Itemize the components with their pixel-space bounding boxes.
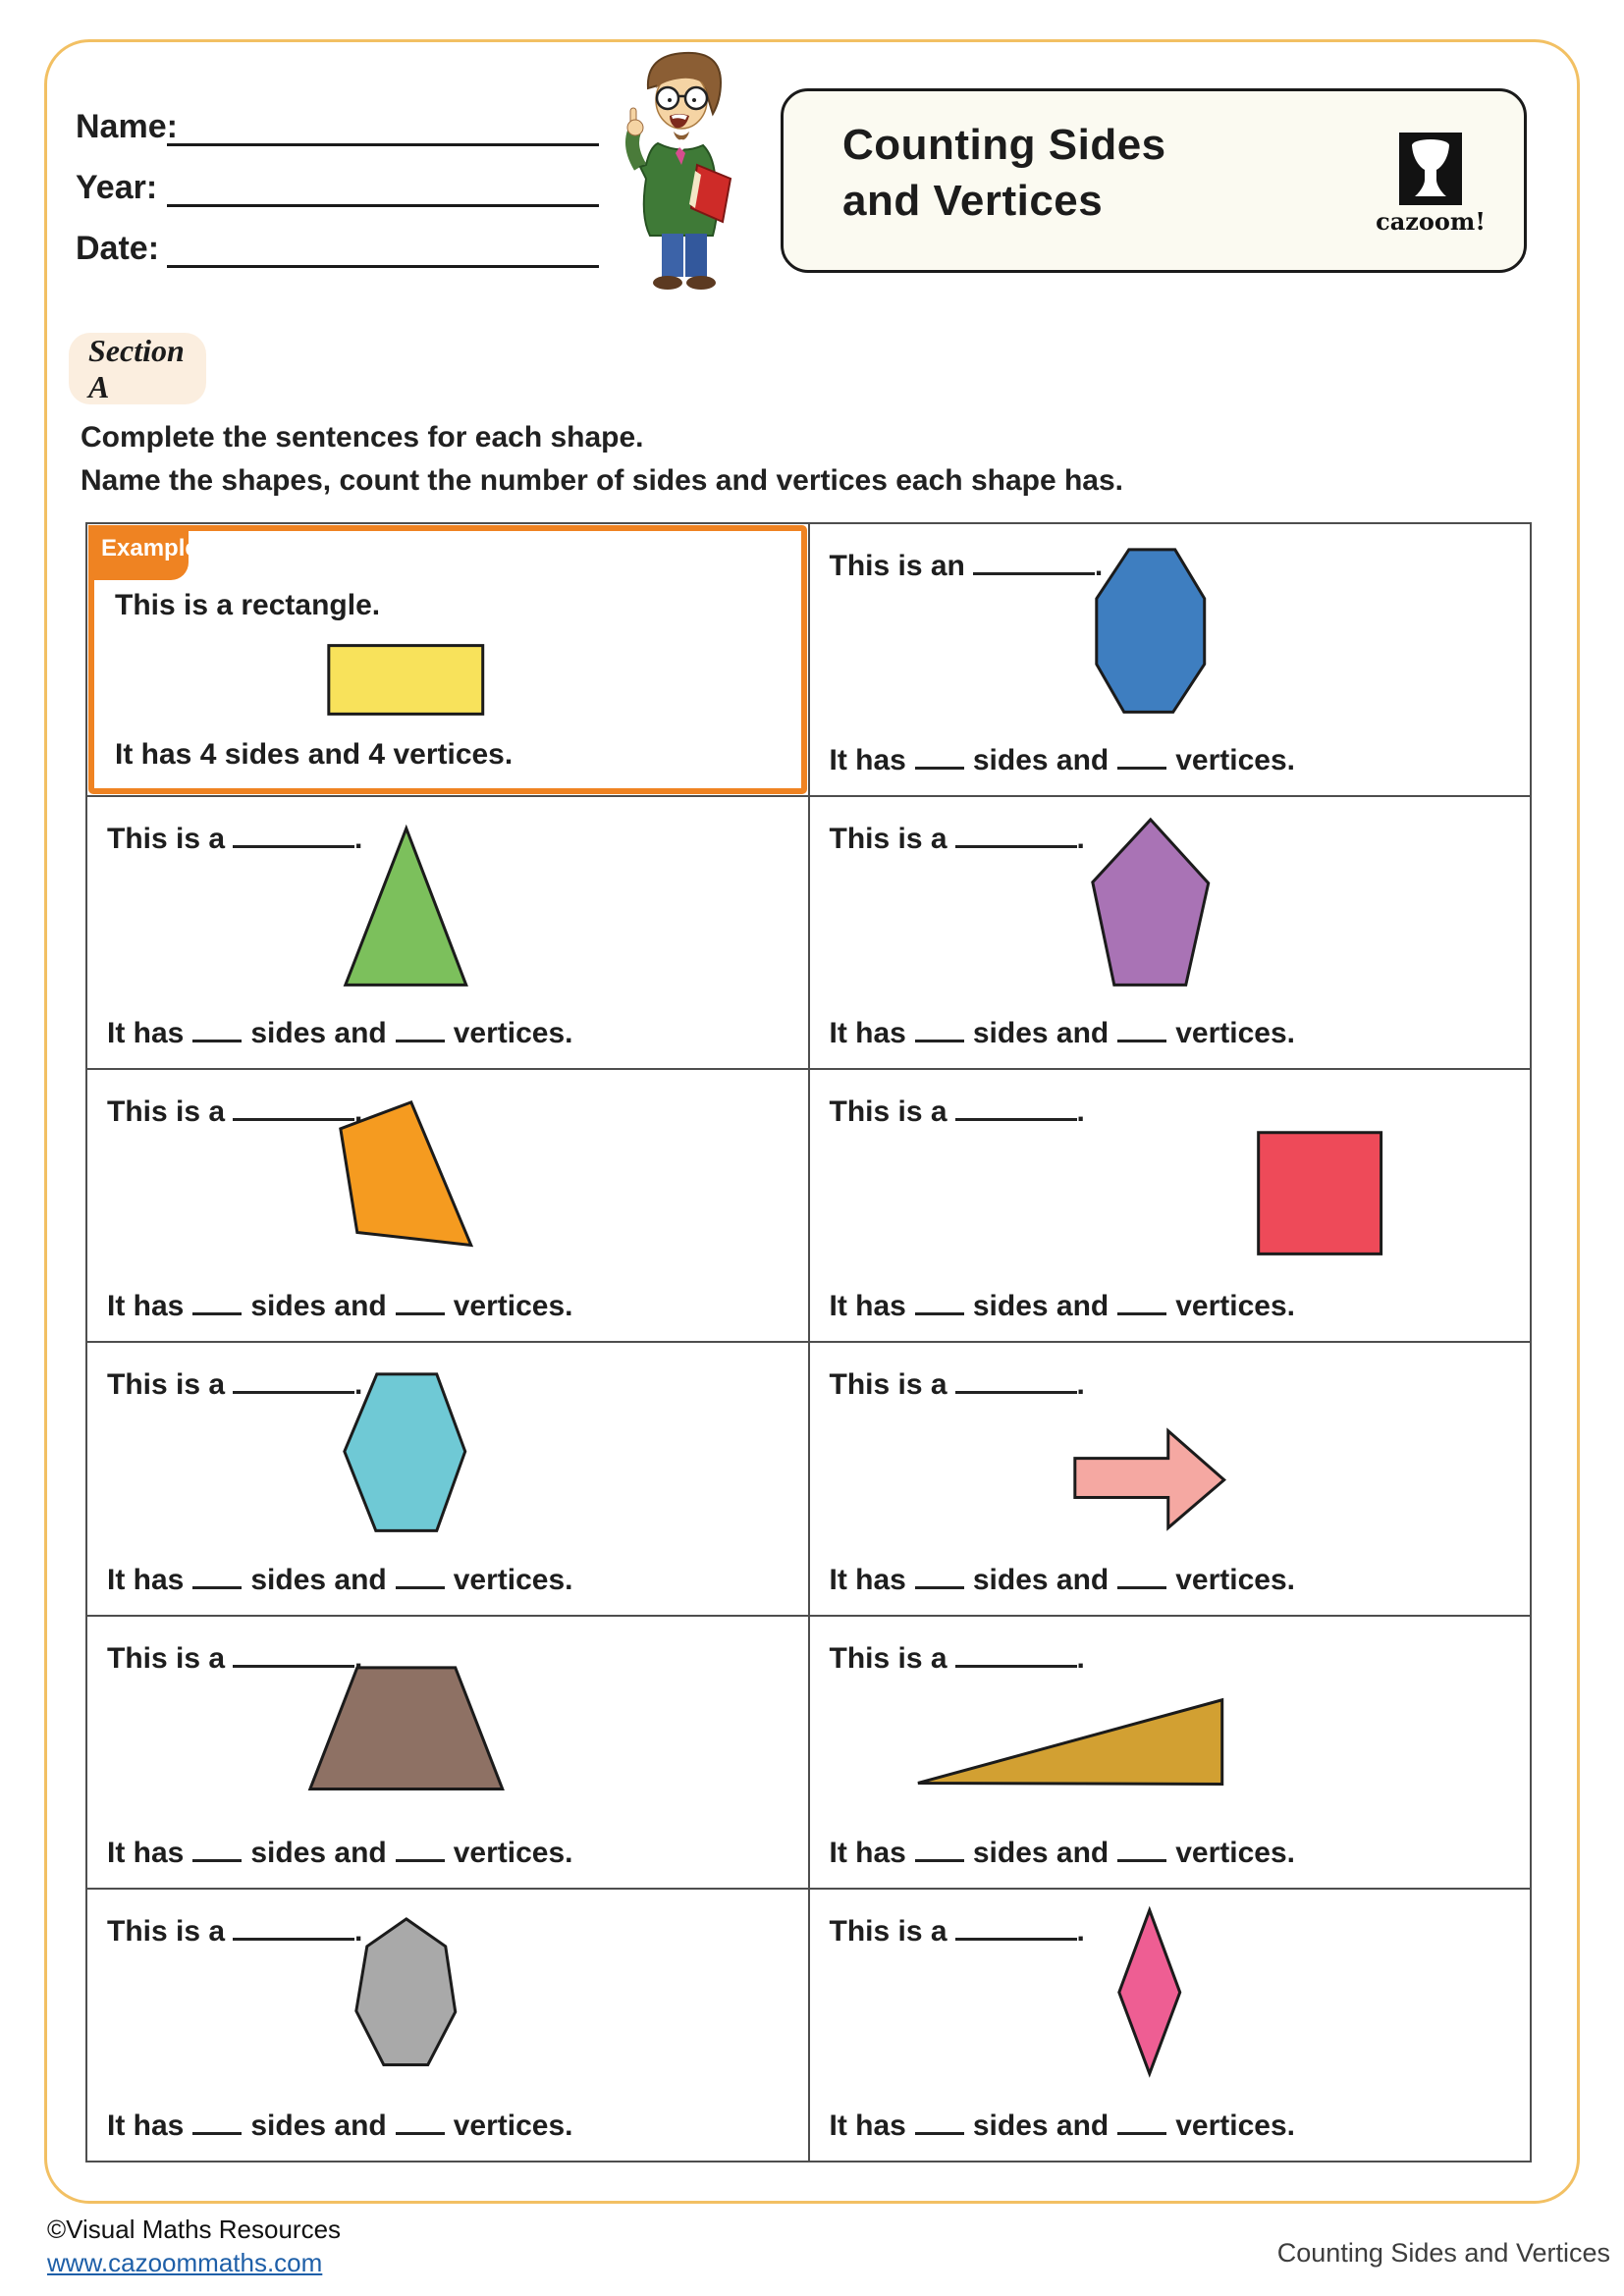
count-sentence: It has sides and vertices. [829,1836,1296,1869]
cell-arrow [810,1343,1531,1614]
count-sentence: It has sides and vertices. [107,1017,573,1050]
cell-pentagon [810,797,1531,1068]
shape-name-blank[interactable] [233,1659,354,1668]
page-title-line1: Counting Sides [842,121,1166,169]
shape-name-sentence: This is a . [829,823,1085,856]
footer-worksheet-title: Counting Sides and Vertices [1276,2238,1610,2268]
vertices-count-blank[interactable] [396,2126,445,2135]
cell-example [87,524,808,795]
cell-trapezium [87,1617,808,1888]
trapezium-polygon [310,1668,503,1789]
cell-hexagon [87,1343,808,1614]
square-polygon [1258,1133,1380,1255]
instructions-line1: Complete the sentences for each shape. [81,421,644,454]
vertices-count-blank[interactable] [1117,2126,1166,2135]
triangle-polygon [346,828,466,986]
count-sentence: It has sides and vertices. [107,1290,573,1323]
sides-count-blank[interactable] [192,1853,242,1862]
name-label: Name: [76,108,178,145]
shape-name-sentence: This is a . [107,1095,363,1129]
instructions [81,416,1123,503]
section-a-label: Section A [88,332,185,404]
shape-name-blank[interactable] [233,839,354,848]
year-input-line[interactable] [167,204,599,207]
shape-name-sentence: This is a . [829,1095,1085,1129]
cell-heptagon [87,1890,808,2161]
example-answer: It has 4 sides and 4 vertices. [115,738,514,772]
shape-name-sentence: This is an . [829,550,1104,582]
sides-count-blank[interactable] [915,1307,964,1315]
count-sentence: It has sides and vertices. [107,2109,573,2142]
shape-name-sentence: This is a . [829,1641,1085,1675]
vertices-count-blank[interactable] [1117,1853,1166,1862]
count-sentence: It has sides and vertices. [829,1563,1296,1596]
rhombus-polygon [1118,1910,1179,2073]
shape-name-blank[interactable] [955,839,1077,848]
sides-count-blank[interactable] [192,2126,242,2135]
cazoom-logo [1367,133,1494,236]
cell-quadrilateral [87,1070,808,1341]
shape-name-blank[interactable] [955,1112,1077,1121]
vertices-count-blank[interactable] [1117,761,1166,770]
example-badge: Example: [88,525,189,580]
heptagon-polygon [356,1919,456,2065]
count-sentence: It has sides and vertices. [829,744,1296,777]
djembe-drum-icon [1399,133,1462,205]
vertices-count-blank[interactable] [1117,1034,1166,1042]
website-link[interactable]: www.cazoommaths.com [47,2248,323,2277]
shape-name-blank[interactable] [955,1385,1077,1394]
pentagon-polygon [1092,820,1208,985]
count-sentence: It has sides and vertices. [107,1563,573,1596]
page-title [842,117,1166,229]
cell-right-triangle [810,1617,1531,1888]
vertices-count-blank[interactable] [396,1034,445,1042]
title-box [781,88,1527,273]
count-sentence: It has sides and vertices. [829,1017,1296,1050]
sides-count-blank[interactable] [915,1034,964,1042]
cell-square [810,1070,1531,1341]
shape-name-blank[interactable] [955,1932,1077,1941]
shape-name-sentence: This is a . [107,1914,363,1948]
copyright-text: ©Visual Maths Resources [47,2215,342,2244]
arrow-polygon [1074,1431,1223,1528]
example-sentence: This is a rectangle. [115,589,381,621]
sides-count-blank[interactable] [192,1034,242,1042]
shape-name-sentence: This is a . [829,1914,1085,1948]
cell-rhombus [810,1890,1531,2161]
sides-count-blank[interactable] [915,1853,964,1862]
vertices-count-blank[interactable] [396,1580,445,1589]
vertices-count-blank[interactable] [396,1853,445,1862]
date-input-line[interactable] [167,265,599,268]
shape-name-blank[interactable] [973,566,1095,575]
shape-name-sentence: This is a . [107,1368,363,1402]
section-a-badge [69,333,206,404]
shape-name-sentence: This is a . [829,1368,1085,1402]
date-label: Date: [76,230,160,267]
shape-name-blank[interactable] [233,1385,354,1394]
shape-name-blank[interactable] [955,1659,1077,1668]
vertices-count-blank[interactable] [1117,1307,1166,1315]
shapes-table [85,522,1532,2163]
cell-triangle [87,797,808,1068]
page-title-line2: and Vertices [842,177,1104,225]
sides-count-blank[interactable] [915,1580,964,1589]
shape-name-sentence: This is a . [107,823,363,856]
year-label: Year: [76,169,158,206]
vertices-count-blank[interactable] [1117,1580,1166,1589]
instructions-line2: Name the shapes, count the number of sides and vertices each shape has. [81,464,1124,497]
sides-count-blank[interactable] [915,761,964,770]
rectangle-polygon [329,646,483,715]
right-triangle-polygon [917,1699,1221,1784]
vertices-count-blank[interactable] [396,1307,445,1315]
octagon-polygon [1096,550,1204,712]
shape-name-blank[interactable] [233,1112,354,1121]
sides-count-blank[interactable] [192,1580,242,1589]
cell-octagon [810,524,1531,795]
name-input-line[interactable] [167,143,599,146]
sides-count-blank[interactable] [915,2126,964,2135]
count-sentence: It has sides and vertices. [107,1836,573,1869]
shape-name-sentence: This is a . [107,1641,363,1675]
count-sentence: It has sides and vertices. [829,1290,1296,1323]
sides-count-blank[interactable] [192,1307,242,1315]
shape-name-blank[interactable] [233,1932,354,1941]
logo-wordmark: cazoom! [1376,207,1486,236]
count-sentence: It has sides and vertices. [829,2109,1296,2142]
teacher-illustration [611,49,758,294]
